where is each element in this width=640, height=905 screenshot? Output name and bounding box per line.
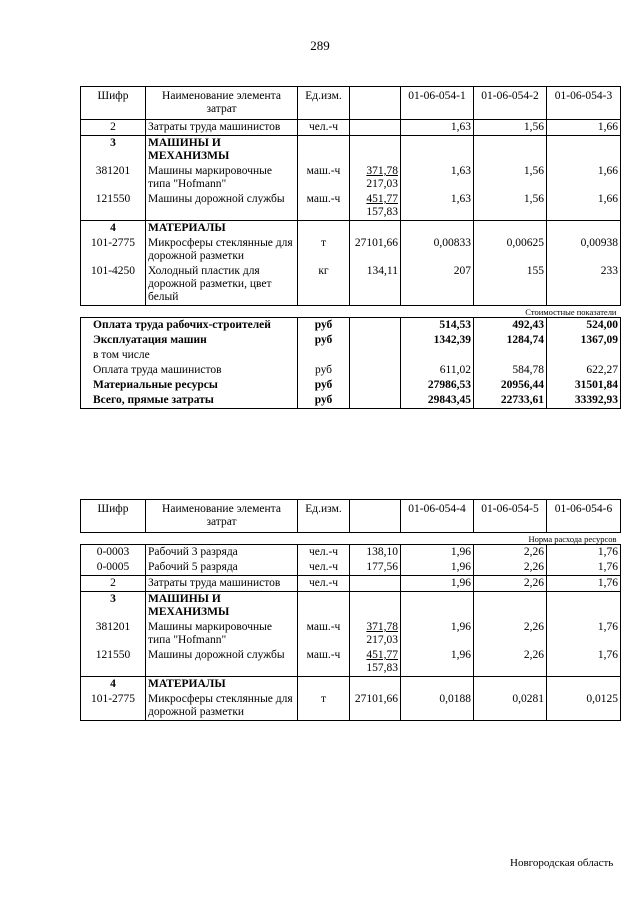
row-name: Машины дорожной службы xyxy=(146,648,298,677)
header-col-4: 01-06-054-4 xyxy=(401,500,474,533)
row-value-3: 1,76 xyxy=(547,545,621,561)
total-unit: руб xyxy=(298,363,350,378)
table-row xyxy=(81,692,621,721)
row-value-3: 1,76 xyxy=(547,576,621,592)
row-value-1: 1,63 xyxy=(401,192,474,221)
total-empty xyxy=(350,393,401,409)
row-price xyxy=(350,120,401,136)
price-value: 138,10 xyxy=(366,546,398,558)
total-unit: руб xyxy=(298,333,350,348)
row-value-1: 1,96 xyxy=(401,576,474,592)
row-code: 2 xyxy=(81,576,146,592)
row-code: 101-4250 xyxy=(81,264,146,306)
row-unit: чел.-ч xyxy=(298,120,350,136)
row-code: 4 xyxy=(81,221,146,237)
region-footer: Новгородская область xyxy=(510,857,614,869)
total-unit xyxy=(298,348,350,363)
totals-row xyxy=(81,393,621,409)
row-name: Рабочий 5 разряда xyxy=(146,560,298,576)
table-header-row xyxy=(81,500,621,533)
row-value-2: 1,56 xyxy=(474,192,547,221)
price-value: 451,77 xyxy=(366,649,398,661)
row-unit: маш.-ч xyxy=(298,192,350,221)
header-price xyxy=(350,500,401,533)
row-code: 381201 xyxy=(81,620,146,648)
header-code: Шифр xyxy=(81,87,146,120)
row-price xyxy=(350,677,401,693)
row-value-3: 1,66 xyxy=(547,192,621,221)
total-value-1: 27986,53 xyxy=(401,378,474,393)
row-price xyxy=(350,545,401,561)
row-price xyxy=(350,592,401,621)
total-empty xyxy=(350,333,401,348)
row-value-2: 1,56 xyxy=(474,120,547,136)
row-value-2: 155 xyxy=(474,264,547,306)
row-unit: кг xyxy=(298,264,350,306)
total-name: в том числе xyxy=(81,348,298,363)
row-unit xyxy=(298,136,350,165)
row-value-1: 1,63 xyxy=(401,120,474,136)
row-price xyxy=(350,264,401,306)
table-row xyxy=(81,620,621,648)
row-value-1: 207 xyxy=(401,264,474,306)
header-col-1: 01-06-054-1 xyxy=(401,87,474,120)
total-unit: руб xyxy=(298,378,350,393)
row-value-2: 2,26 xyxy=(474,576,547,592)
row-code: 121550 xyxy=(81,192,146,221)
row-value-2: 0,0281 xyxy=(474,692,547,721)
row-price xyxy=(350,648,401,677)
total-value-2: 22733,61 xyxy=(474,393,547,409)
total-unit: руб xyxy=(298,393,350,409)
row-unit xyxy=(298,592,350,621)
header-code: Шифр xyxy=(81,500,146,533)
row-value-3: 0,0125 xyxy=(547,692,621,721)
row-value-3 xyxy=(547,677,621,693)
table-row xyxy=(81,677,621,693)
totals-row xyxy=(81,348,621,363)
table-row xyxy=(81,136,621,165)
row-price xyxy=(350,560,401,576)
row-value-2 xyxy=(474,136,547,165)
total-name: Материальные ресурсы xyxy=(81,378,298,393)
section-note: Норма расхода ресурсов xyxy=(81,533,621,545)
price-value-2: 157,83 xyxy=(366,206,398,218)
row-unit: маш.-ч xyxy=(298,164,350,192)
total-value-2: 20956,44 xyxy=(474,378,547,393)
total-value-1: 611,02 xyxy=(401,363,474,378)
row-unit: маш.-ч xyxy=(298,620,350,648)
row-unit: т xyxy=(298,236,350,264)
row-value-2: 2,26 xyxy=(474,560,547,576)
row-value-3: 1,76 xyxy=(547,560,621,576)
row-unit xyxy=(298,221,350,237)
row-code: 0-0003 xyxy=(81,545,146,561)
resource-table-1 xyxy=(80,86,621,409)
table-row xyxy=(81,221,621,237)
row-value-1 xyxy=(401,592,474,621)
row-name: Рабочий 3 разряда xyxy=(146,545,298,561)
total-name: Эксплуатация машин xyxy=(81,333,298,348)
row-value-3: 0,00938 xyxy=(547,236,621,264)
total-empty xyxy=(350,318,401,334)
price-value: 371,78 xyxy=(366,165,398,177)
total-value-1: 514,53 xyxy=(401,318,474,334)
row-value-1: 1,96 xyxy=(401,620,474,648)
row-name: Машины маркировочные типа "Hofmann" xyxy=(146,620,298,648)
row-code: 3 xyxy=(81,136,146,165)
row-value-3 xyxy=(547,592,621,621)
row-value-1: 1,96 xyxy=(401,648,474,677)
table-row xyxy=(81,560,621,576)
row-code: 2 xyxy=(81,120,146,136)
price-value: 27101,66 xyxy=(354,237,398,249)
row-price xyxy=(350,692,401,721)
page-number: 289 xyxy=(310,38,330,53)
row-price xyxy=(350,192,401,221)
row-name: Микросферы стеклянные для дорожной разметки xyxy=(146,236,298,264)
row-unit: чел.-ч xyxy=(298,545,350,561)
section-note: Стоимостные показатели xyxy=(81,306,621,318)
row-code: 3 xyxy=(81,592,146,621)
total-empty xyxy=(350,348,401,363)
total-name: Всего, прямые затраты xyxy=(81,393,298,409)
row-value-2 xyxy=(474,221,547,237)
row-value-3: 1,76 xyxy=(547,648,621,677)
row-name: МАШИНЫ И МЕХАНИЗМЫ xyxy=(146,592,298,621)
section-note-row xyxy=(81,533,621,545)
row-unit: т xyxy=(298,692,350,721)
table-header-row xyxy=(81,87,621,120)
total-value-3: 33392,93 xyxy=(547,393,621,409)
totals-row xyxy=(81,333,621,348)
row-value-3 xyxy=(547,136,621,165)
row-name: МАТЕРИАЛЫ xyxy=(146,221,298,237)
total-empty xyxy=(350,378,401,393)
row-code: 101-2775 xyxy=(81,236,146,264)
row-value-3: 1,66 xyxy=(547,164,621,192)
table-row xyxy=(81,120,621,136)
row-name: Машины дорожной службы xyxy=(146,192,298,221)
total-value-2: 492,43 xyxy=(474,318,547,334)
row-name: Холодный пластик для дорожной разметки, цвет белый xyxy=(146,264,298,306)
row-name: Микросферы стеклянные для дорожной разметки xyxy=(146,692,298,721)
header-unit: Ед.изм. xyxy=(298,87,350,120)
resource-table-2 xyxy=(80,499,621,721)
total-value-3: 31501,84 xyxy=(547,378,621,393)
header-name: Наименование элемента затрат xyxy=(146,500,298,533)
table-row xyxy=(81,648,621,677)
header-col-6: 01-06-054-6 xyxy=(547,500,621,533)
row-value-1 xyxy=(401,677,474,693)
row-unit: чел.-ч xyxy=(298,576,350,592)
row-value-2 xyxy=(474,677,547,693)
header-col-2: 01-06-054-2 xyxy=(474,87,547,120)
row-value-1: 1,96 xyxy=(401,545,474,561)
price-value: 177,56 xyxy=(366,561,398,573)
row-value-1 xyxy=(401,221,474,237)
section-note-row xyxy=(81,306,621,318)
row-value-2: 2,26 xyxy=(474,648,547,677)
header-col-3: 01-06-054-3 xyxy=(547,87,621,120)
row-name: Затраты труда машинистов xyxy=(146,120,298,136)
totals-row xyxy=(81,378,621,393)
total-name: Оплата труда рабочих-строителей xyxy=(81,318,298,334)
total-value-2 xyxy=(474,348,547,363)
price-value: 134,11 xyxy=(366,265,398,277)
row-code: 381201 xyxy=(81,164,146,192)
total-value-1: 29843,45 xyxy=(401,393,474,409)
price-value: 371,78 xyxy=(366,621,398,633)
row-value-2: 2,26 xyxy=(474,545,547,561)
price-value-2: 217,03 xyxy=(366,634,398,646)
table-row xyxy=(81,192,621,221)
row-name: Затраты труда машинистов xyxy=(146,576,298,592)
price-value: 27101,66 xyxy=(354,693,398,705)
total-value-3: 524,00 xyxy=(547,318,621,334)
row-value-1: 1,63 xyxy=(401,164,474,192)
header-name: Наименование элемента затрат xyxy=(146,87,298,120)
row-price xyxy=(350,576,401,592)
row-name: МАТЕРИАЛЫ xyxy=(146,677,298,693)
table-row xyxy=(81,264,621,306)
row-code: 121550 xyxy=(81,648,146,677)
table-row xyxy=(81,592,621,621)
table-row xyxy=(81,236,621,264)
table-row xyxy=(81,164,621,192)
total-unit: руб xyxy=(298,318,350,334)
row-value-3: 233 xyxy=(547,264,621,306)
row-unit: чел.-ч xyxy=(298,560,350,576)
total-value-3: 622,27 xyxy=(547,363,621,378)
header-unit: Ед.изм. xyxy=(298,500,350,533)
row-value-1: 0,0188 xyxy=(401,692,474,721)
row-value-2: 0,00625 xyxy=(474,236,547,264)
header-price xyxy=(350,87,401,120)
total-value-1: 1342,39 xyxy=(401,333,474,348)
totals-row xyxy=(81,318,621,334)
price-value: 451,77 xyxy=(366,193,398,205)
total-value-3: 1367,09 xyxy=(547,333,621,348)
row-value-2: 1,56 xyxy=(474,164,547,192)
row-value-3: 1,76 xyxy=(547,620,621,648)
row-price xyxy=(350,221,401,237)
total-value-2: 1284,74 xyxy=(474,333,547,348)
total-name: Оплата труда машинистов xyxy=(81,363,298,378)
row-value-1: 0,00833 xyxy=(401,236,474,264)
row-value-2: 2,26 xyxy=(474,620,547,648)
row-value-3 xyxy=(547,221,621,237)
price-value-2: 217,03 xyxy=(366,178,398,190)
total-value-1 xyxy=(401,348,474,363)
row-code: 4 xyxy=(81,677,146,693)
row-price xyxy=(350,136,401,165)
total-value-2: 584,78 xyxy=(474,363,547,378)
row-value-3: 1,66 xyxy=(547,120,621,136)
table-row xyxy=(81,545,621,561)
totals-row xyxy=(81,363,621,378)
table-row xyxy=(81,576,621,592)
header-col-5: 01-06-054-5 xyxy=(474,500,547,533)
row-value-1: 1,96 xyxy=(401,560,474,576)
row-price xyxy=(350,236,401,264)
row-value-1 xyxy=(401,136,474,165)
total-empty xyxy=(350,363,401,378)
total-value-3 xyxy=(547,348,621,363)
row-code: 0-0005 xyxy=(81,560,146,576)
row-name: МАШИНЫ И МЕХАНИЗМЫ xyxy=(146,136,298,165)
row-unit xyxy=(298,677,350,693)
price-value-2: 157,83 xyxy=(366,662,398,674)
row-unit: маш.-ч xyxy=(298,648,350,677)
row-price xyxy=(350,620,401,648)
row-code: 101-2775 xyxy=(81,692,146,721)
row-value-2 xyxy=(474,592,547,621)
row-price xyxy=(350,164,401,192)
row-name: Машины маркировочные типа "Hofmann" xyxy=(146,164,298,192)
